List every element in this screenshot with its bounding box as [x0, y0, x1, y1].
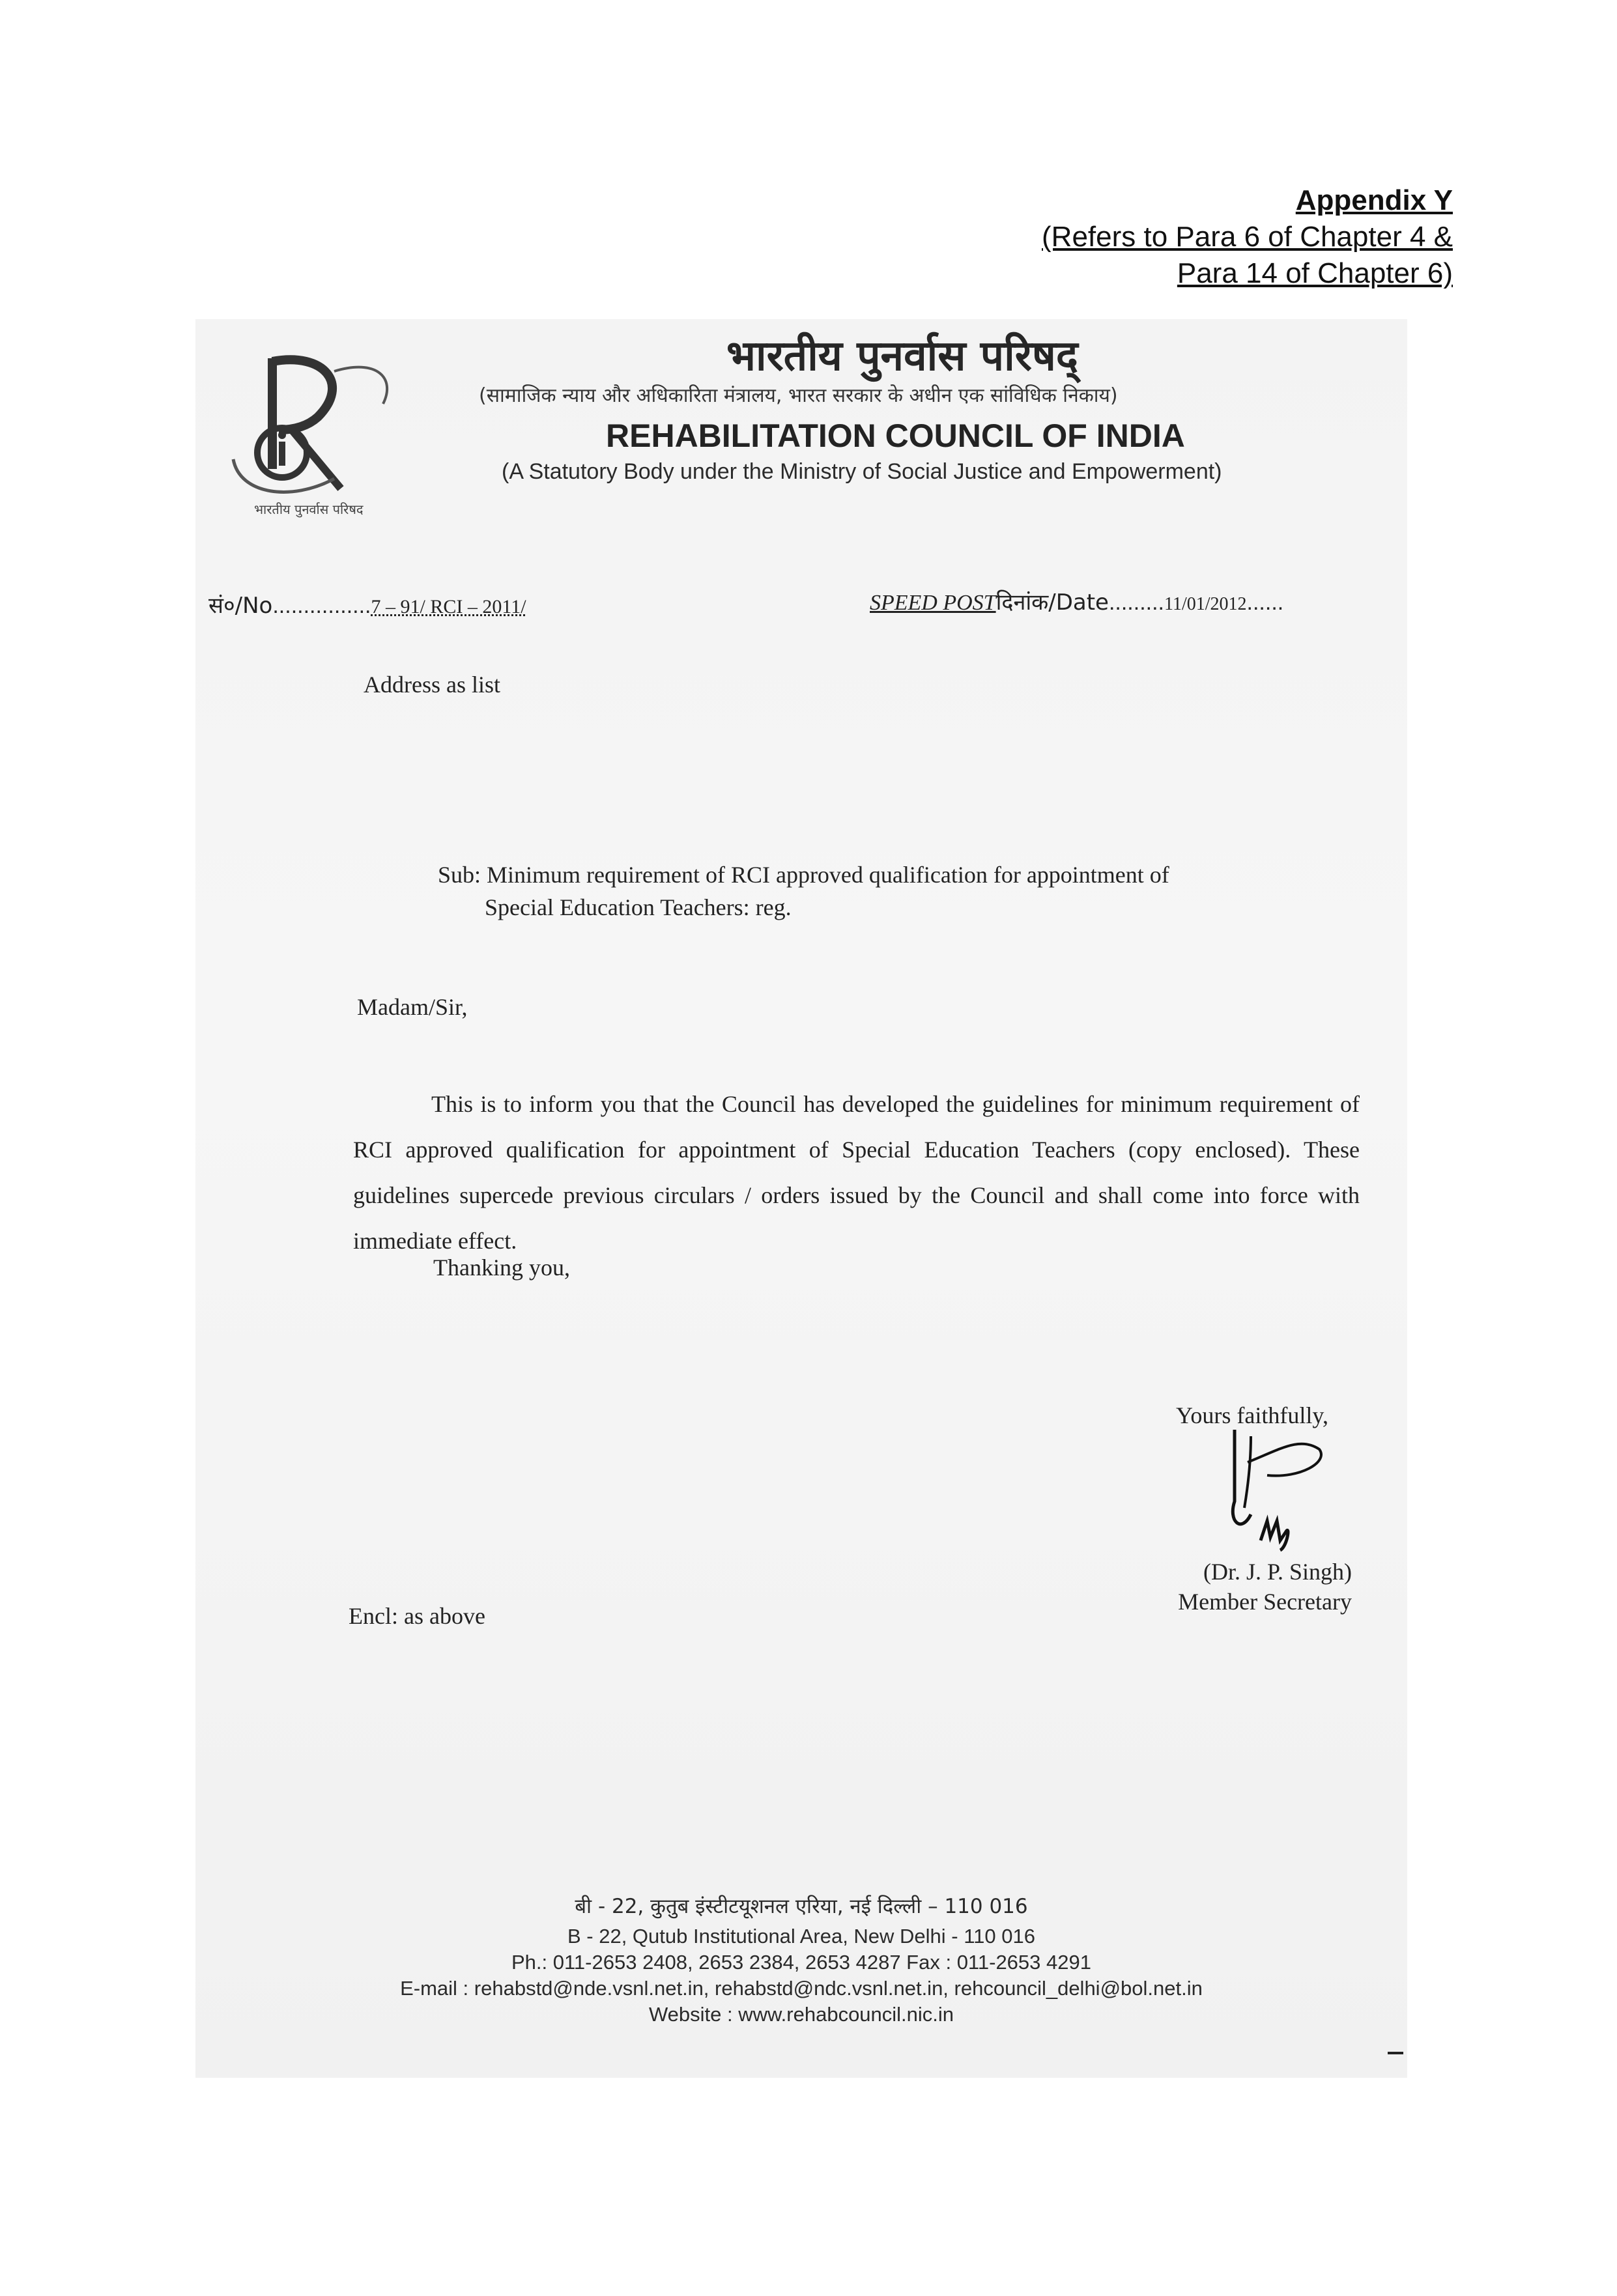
- rci-logo-icon: [220, 339, 403, 508]
- council-subtitle-english: (A Statutory Body under the Ministry of Social Justice and Empowerment): [502, 459, 1222, 484]
- reference-value: 7 – 91/ RCI – 2011/: [371, 596, 526, 617]
- appendix-ref-line1: (Refers to Para 6 of Chapter 4 &: [1042, 221, 1453, 253]
- address-line: Address as list: [364, 672, 500, 698]
- council-name-english: REHABILITATION COUNCIL OF INDIA: [606, 418, 1185, 454]
- reference-number: [208, 589, 526, 619]
- signer-name: (Dr. J. P. Singh): [1203, 1559, 1352, 1585]
- council-name-hindi: भारतीय पुनर्वास परिषद्: [726, 332, 1078, 380]
- date-dots: .........: [1108, 590, 1164, 615]
- signer-title: Member Secretary: [1178, 1589, 1352, 1615]
- letter-body: This is to inform you that the Council has developed the guidelines for minimum requirement of RCI approved qualification for appointment of Special Education Teachers (copy enclosed). These guidelines supercede previous circulars / orders issued by the Council and shall come into force with immediate effect.: [353, 1091, 1360, 1254]
- date-label: दिनांक/Date: [995, 589, 1109, 616]
- subject: [438, 858, 1169, 924]
- page-mark: [1388, 2052, 1403, 2054]
- signer-block: [1140, 1557, 1352, 1617]
- subject-line2: Special Education Teachers: reg.: [485, 894, 792, 920]
- salutation: Madam/Sir,: [357, 994, 468, 1020]
- subject-line1: Sub: Minimum requirement of RCI approved qualification for appointment of: [438, 862, 1169, 888]
- reference-dots: ................: [272, 593, 371, 618]
- date-value: 11/01/2012: [1164, 594, 1247, 614]
- closing-line: Yours faithfully,: [1176, 1402, 1329, 1428]
- footer-address-english: B - 22, Qutub Institutional Area, New Delhi - 110 016: [567, 1925, 1035, 1948]
- speed-post-stamp: SPEED POST: [870, 591, 996, 615]
- appendix-heading: [1042, 182, 1453, 292]
- dispatch-date: [870, 586, 1283, 616]
- thanks-line: Thanking you,: [433, 1254, 570, 1281]
- enclosure-note: Encl: as above: [349, 1603, 485, 1629]
- reference-label: सं०/No: [208, 593, 273, 619]
- footer-address-hindi: बी - 22, कुतुब इंस्टीटयूशनल एरिया, नई दिल्ली – 110 016: [575, 1895, 1028, 1918]
- logo-caption: भारतीय पुनर्वास परिषद: [254, 502, 364, 517]
- appendix-title: Appendix Y: [1295, 184, 1453, 216]
- footer-phone: Ph.: 011-2653 2408, 2653 2384, 2653 4287 Fax : 011-2653 4291: [511, 1951, 1091, 1974]
- footer-website: Website : www.rehabcouncil.nic.in: [648, 2003, 954, 2026]
- date-trail: ......: [1246, 590, 1284, 615]
- footer-email: E-mail : rehabstd@nde.vsnl.net.in, rehabstd@ndc.vsnl.net.in, rehcouncil_delhi@bol.net.in: [400, 1977, 1203, 2000]
- council-subtitle-hindi: (सामाजिक न्याय और अधिकारिता मंत्रालय, भारत सरकार के अधीन एक सांविधिक निकाय): [479, 384, 1118, 407]
- signature-icon: [1189, 1423, 1345, 1580]
- appendix-ref-line2: Para 14 of Chapter 6): [1177, 257, 1453, 289]
